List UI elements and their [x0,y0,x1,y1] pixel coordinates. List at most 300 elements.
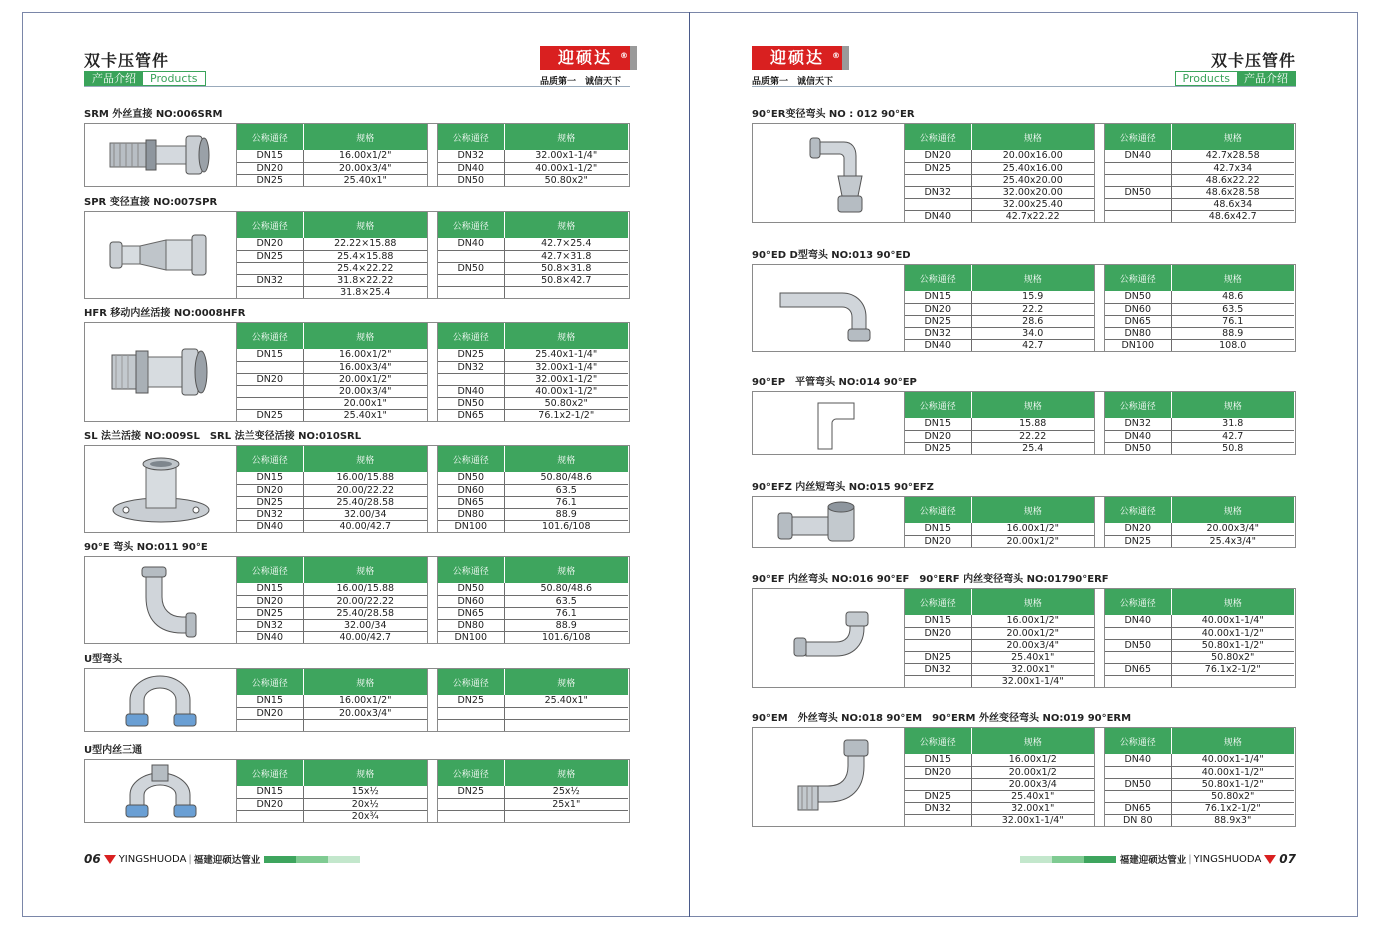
table-row [1105,198,1294,210]
page-number-right: 07 [1279,852,1296,866]
brand-slogan: 品质第一 诚信天下 [540,77,622,87]
table-row [905,523,1094,535]
male-thread-coupling-icon [85,124,237,186]
nominal-cell: DN25 [237,250,303,262]
spec-cell: 20x¾ [351,810,379,822]
table-row [237,496,427,508]
page-spine [689,12,690,917]
page-title-right: 双卡压管件 [1210,51,1296,70]
spec-cell: 25.40x1" [504,695,628,707]
table-gap [427,446,438,532]
header-nominal: 公称通径 [1105,265,1171,291]
nominal-cell: DN20 [905,303,971,315]
table-row [438,162,628,174]
nominal-cell: DN50 [438,397,504,409]
nominal-cell [1105,675,1171,687]
table-gap [427,124,438,186]
nominal-cell: DN40 [1105,754,1171,766]
product-body [84,759,630,823]
table-gap [427,212,438,298]
header-nominal: 公称通径 [237,323,303,349]
spec-cell: 108.0 [1219,339,1247,351]
product-section [84,653,630,732]
nominal-cell: DN25 [237,174,303,186]
nominal-cell: DN60 [1105,303,1171,315]
nominal-cell: DN80 [438,619,504,631]
header-nominal: 公称通径 [1105,497,1171,523]
left-page [84,12,630,917]
footer-company: 福建迎硕达管业 [193,855,261,866]
nominal-cell [438,373,504,385]
spec-cell: 25.4×15.88 [303,250,427,262]
nominal-cell [438,286,504,298]
nominal-cell: DN32 [438,361,504,373]
product-title: 90°EM 外丝弯头 NO:018 90°EM 90°ERM 外丝变径弯头 NO:019 90°ERM [752,713,1132,724]
spec-cell: 32.00/34 [303,619,427,631]
table-gap [427,323,438,421]
spec-cell: 76.1x2-1/2" [1171,802,1294,814]
header-spec: 规格 [971,497,1094,523]
nominal-cell [905,675,971,687]
table-row [905,651,1094,663]
spec-cell: 20.00x3/4" [303,162,427,174]
table-row [237,361,427,373]
spec-cell: 50.8 [1222,442,1244,454]
spec-cell: 25.4x3/4" [1209,535,1256,547]
table-row [438,409,628,421]
spec-cell: 50.80/48.6 [504,583,628,595]
table-row [237,174,427,186]
footer-brand-right: YINGSHUODA [1193,853,1262,865]
nominal-cell [237,397,303,409]
table-row [237,583,427,595]
table-row [1105,663,1294,675]
table-row [237,409,427,421]
section-tabs-right [1175,71,1297,86]
spec-cell: 32.00x1-1/4" [504,150,628,162]
table-gap [1094,728,1105,826]
nominal-cell: DN100 [438,520,504,532]
nominal-cell: DN40 [905,339,971,351]
nominal-cell: DN20 [237,238,303,250]
nominal-cell: DN20 [905,535,971,547]
nominal-cell [237,262,303,274]
female-union-icon [85,323,237,421]
spec-cell: 20.00x1" [303,397,427,409]
spec-cell: 16.00x1/2" [971,523,1094,535]
spec-cell: 31.8×25.4 [340,286,391,298]
table-row [438,349,628,361]
spec-cell: 32.00x20.00 [971,186,1094,198]
header-nominal: 公称通径 [438,323,504,349]
header-spec: 规格 [1171,728,1294,754]
nominal-cell [905,814,971,826]
spec-cell: 20.00x1/2" [1006,535,1059,547]
spec-cell [504,719,628,731]
tab-english-right: Products [1176,72,1238,85]
header-nominal: 公称通径 [438,669,504,695]
table-row [438,286,628,298]
table-row [237,373,427,385]
nominal-cell [438,274,504,286]
spec-cell: 88.9 [504,508,628,520]
nominal-cell: DN32 [237,274,303,286]
table-row [1105,291,1294,303]
table-gap [1094,589,1105,687]
nominal-cell: DN32 [237,619,303,631]
spec-cell: 22.2 [971,303,1094,315]
spec-cell: 16.00x1/2 [971,754,1094,766]
product-section [84,196,630,299]
nominal-cell: DN50 [1105,639,1171,651]
nominal-cell: DN25 [905,315,971,327]
table-row [905,442,1094,454]
table-row [905,150,1094,162]
spec-cell: 25.40x1" [971,790,1094,802]
spec-cell: 48.6 [1171,291,1294,303]
table-row [438,385,628,397]
nominal-cell: DN50 [1105,778,1171,790]
table-row [237,162,427,174]
nominal-cell: DN20 [905,766,971,778]
spec-cell: 50.80x1-1/2" [1171,778,1294,790]
table-row [237,150,427,162]
table-row [438,238,628,250]
spec-cell: 25.40x1" [343,409,387,421]
table-row [438,250,628,262]
spec-table [237,446,427,532]
table-row [438,397,628,409]
nominal-cell [1105,766,1171,778]
spec-cell: 15x½ [303,786,427,798]
table-row [1105,523,1294,535]
table-row [1105,766,1294,778]
footer-separator-right: | [1188,853,1192,865]
product-title: U型内丝三通 [84,745,143,756]
spec-cell: 25.40x20.00 [971,174,1094,186]
spec-cell: 42.7×25.4 [504,238,628,250]
spec-cell: 32.00x1-1/4" [1001,675,1064,687]
product-section [752,108,1296,223]
spec-cell: 50.80x2" [504,397,628,409]
nominal-cell: DN100 [438,631,504,643]
table-row [905,627,1094,639]
product-body [84,123,630,187]
spec-cell: 32.00x1-1/4" [504,361,628,373]
product-section [84,541,630,644]
product-body [752,496,1296,548]
product-body [84,556,630,644]
table-row [438,262,628,274]
nominal-cell: DN40 [1105,430,1171,442]
nominal-cell: DN15 [237,695,303,707]
table-row [1105,442,1294,454]
table-row [1105,303,1294,315]
table-row [905,210,1094,222]
spec-table [905,124,1094,222]
header-nominal: 公称通径 [237,557,303,583]
table-row [905,339,1094,351]
product-title: 90°EP 平管弯头 NO:014 90°EP [752,377,917,388]
nominal-cell [1105,651,1171,663]
spec-cell: 76.1 [1171,315,1294,327]
table-row [1105,615,1294,627]
nominal-cell: DN20 [905,430,971,442]
nominal-cell: DN50 [438,262,504,274]
logo-text-right: 迎硕达 [769,48,824,67]
spec-cell: 40.00x1-1/2" [1171,627,1294,639]
table-row [1105,315,1294,327]
header-spec: 规格 [1171,392,1294,418]
spec-cell: 20.00x3/4" [1171,523,1294,535]
spec-cell: 15.88 [971,418,1094,430]
table-row [1105,535,1294,547]
spec-cell: 88.9x3" [1214,814,1252,826]
spec-cell: 40.00/42.7 [339,520,392,532]
header-spec: 规格 [504,446,628,472]
table-row [237,262,427,274]
table-row [438,373,628,385]
spec-table [237,760,427,822]
nominal-cell: DN32 [905,663,971,675]
table-row [905,186,1094,198]
table-row [905,303,1094,315]
table-row [1105,174,1294,186]
header-nominal: 公称通径 [438,760,504,786]
nominal-cell: DN25 [905,442,971,454]
spec-cell: 20x½ [303,798,427,810]
product-body [752,391,1296,455]
table-row [905,327,1094,339]
table-gap [1094,265,1105,351]
header-nominal: 公称通径 [905,265,971,291]
table-row [237,707,427,719]
product-title: SL 法兰活接 NO:009SL SRL 法兰变径活接 NO:010SRL [84,431,362,442]
header-spec: 规格 [303,323,427,349]
spec-cell: 15.9 [971,291,1094,303]
header-spec: 规格 [303,124,427,150]
table-row [237,798,427,810]
nominal-cell: DN80 [438,508,504,520]
header-nominal: 公称通径 [905,728,971,754]
table-row [237,631,427,643]
table-row [438,484,628,496]
table-row [438,595,628,607]
header-nominal: 公称通径 [1105,392,1171,418]
table-row [905,802,1094,814]
nominal-cell: DN15 [237,150,303,162]
header-nominal: 公称通径 [237,124,303,150]
spec-table [1105,392,1294,454]
nominal-cell: DN15 [905,615,971,627]
table-row [905,418,1094,430]
spec-cell: 25.4×22.22 [303,262,427,274]
header-nominal: 公称通径 [438,557,504,583]
spec-cell: 50.80x2" [1171,790,1294,802]
spec-cell: 101.6/108 [541,631,591,643]
spec-cell: 20.00/22.22 [303,484,427,496]
table-row [237,472,427,484]
table-row [237,508,427,520]
table-row [237,238,427,250]
nominal-cell: DN40 [237,520,303,532]
spec-cell: 48.6x34 [1171,198,1294,210]
spec-cell: 20.00x1/2" [303,373,427,385]
product-body [84,445,630,533]
nominal-cell: DN32 [237,508,303,520]
product-body [752,727,1296,827]
nominal-cell: DN20 [1105,523,1171,535]
logo-text: 迎硕达 [557,48,612,67]
spec-cell: 16.00x1/2" [303,349,427,361]
table-row [237,695,427,707]
spec-cell: 76.1x2-1/2" [1171,663,1294,675]
spec-cell: 40.00/42.7 [339,631,392,643]
nominal-cell [237,719,303,731]
nominal-cell: DN50 [438,174,504,186]
header-nominal: 公称通径 [438,446,504,472]
table-row [237,385,427,397]
spec-table [438,446,628,532]
spec-cell: 25.40x1-1/4" [504,349,628,361]
spec-cell: 31.8×22.22 [303,274,427,286]
nominal-cell: DN40 [1105,615,1171,627]
product-body [752,588,1296,688]
spec-cell: 16.00/15.88 [303,472,427,484]
table-row [1105,790,1294,802]
spec-table [237,557,427,643]
product-title: SPR 变径直接 NO:007SPR [84,197,218,208]
nominal-cell: DN20 [237,595,303,607]
product-section [752,712,1296,827]
spec-cell: 16.00x1/2" [971,615,1094,627]
spec-cell: 42.7×31.8 [504,250,628,262]
nominal-cell: DN20 [237,484,303,496]
table-row [905,198,1094,210]
table-row [905,754,1094,766]
spec-cell: 22.22 [971,430,1094,442]
spec-cell: 25.40x16.00 [971,162,1094,174]
table-row [237,484,427,496]
table-row [438,719,628,731]
table-row [438,274,628,286]
nominal-cell: DN32 [905,327,971,339]
table-row [905,535,1094,547]
spec-cell: 16.00x3/4" [303,361,427,373]
nominal-cell: DN32 [438,150,504,162]
nominal-cell: DN32 [1105,418,1171,430]
logo-reg-mark-right: ® [832,51,840,60]
header-nominal: 公称通径 [905,392,971,418]
nominal-cell: DN65 [1105,663,1171,675]
nominal-cell: DN80 [1105,327,1171,339]
elbow-90-icon [85,557,237,643]
spec-table [237,124,427,186]
header-spec: 规格 [971,265,1094,291]
nominal-cell: DN32 [905,186,971,198]
product-section [752,249,1296,352]
header-nominal: 公称通径 [1105,589,1171,615]
right-page [752,12,1296,917]
spec-table [1105,497,1294,547]
table-row [905,174,1094,186]
table-row [905,162,1094,174]
short-female-elbow-icon [753,497,905,547]
nominal-cell: DN40 [438,162,504,174]
spec-cell: 40.00x1-1/4" [1171,615,1294,627]
table-row [1105,627,1294,639]
header-spec: 规格 [971,728,1094,754]
nominal-cell: DN65 [1105,802,1171,814]
spec-table [1105,124,1294,222]
nominal-cell: DN50 [438,472,504,484]
logo-reg-mark: ® [620,51,628,60]
spec-cell: 63.5 [1171,303,1294,315]
nominal-cell: DN25 [1105,535,1171,547]
spec-cell: 40.00x1-1/2" [504,385,628,397]
spec-cell: 101.6/108 [541,520,591,532]
header-nominal: 公称通径 [237,212,303,238]
nominal-cell [438,250,504,262]
nominal-cell [1105,790,1171,802]
header-spec: 规格 [303,669,427,695]
table-row [237,286,427,298]
nominal-cell: DN25 [237,496,303,508]
spec-table [905,589,1094,687]
nominal-cell [1105,210,1171,222]
header-nominal: 公称通径 [237,446,303,472]
table-row [237,520,427,532]
header-spec: 规格 [1171,265,1294,291]
table-gap [1094,124,1105,222]
spec-cell: 32.00/34 [303,508,427,520]
header-spec: 规格 [1171,497,1294,523]
header-spec: 规格 [504,557,628,583]
header-spec: 规格 [504,760,628,786]
header-spec: 规格 [303,557,427,583]
header-spec: 规格 [303,446,427,472]
spec-cell: 32.00x1" [971,663,1094,675]
nominal-cell: DN65 [438,607,504,619]
reducing-elbow-icon [753,124,905,222]
spec-cell: 50.8×42.7 [504,274,628,286]
table-row [905,814,1094,826]
nominal-cell: DN40 [237,631,303,643]
table-row [438,150,628,162]
spec-cell: 25.40x1" [971,651,1094,663]
nominal-cell [1105,627,1171,639]
table-gap [427,557,438,643]
section-tabs [84,71,206,86]
spec-cell: 20.00x16.00 [971,150,1094,162]
table-row [905,430,1094,442]
spec-cell [303,719,427,731]
spec-cell: 50.80x1-1/2" [1171,639,1294,651]
spec-table [1105,728,1294,826]
table-row [438,508,628,520]
header-spec: 规格 [1171,589,1294,615]
spec-cell: 16.00/15.88 [303,583,427,595]
table-row [1105,675,1294,687]
spec-cell [1171,675,1294,687]
table-row [1105,754,1294,766]
nominal-cell: DN25 [905,651,971,663]
table-row [438,472,628,484]
table-row [438,707,628,719]
header-spec: 规格 [1171,124,1294,150]
table-row [438,695,628,707]
nominal-cell [438,707,504,719]
